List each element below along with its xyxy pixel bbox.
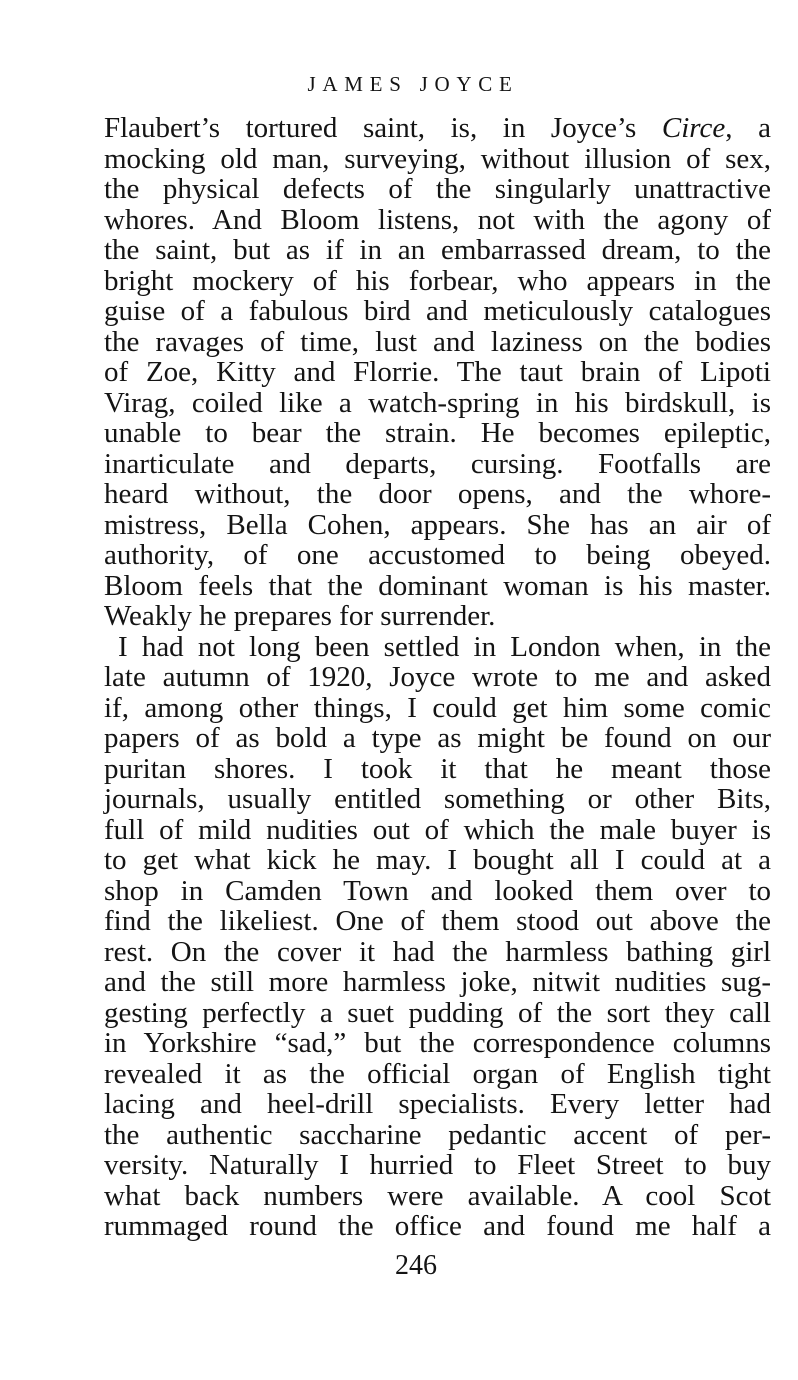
text-line: [104, 1089, 771, 1120]
line-text: Flaubert’s tortured saint, is, in Joyce’s: [104, 112, 662, 144]
line-text: unable to bear the strain. He becomes epileptic,: [104, 417, 771, 449]
line-text: the saint, but as if in an embarrassed dream, to the: [104, 234, 771, 266]
page-number: 246: [395, 1250, 437, 1281]
text-line: [104, 449, 771, 480]
line-text: mistress, Bella Cohen, appears. She has an air of: [104, 508, 771, 541]
paragraph-2: [104, 632, 771, 1242]
line-text: the ravages of time, lust and laziness on the bodies: [104, 325, 771, 358]
text-line: [104, 1211, 771, 1242]
text-line: [104, 571, 771, 602]
line-text: Weakly he prepares for surrender.: [104, 600, 496, 632]
text-line: [104, 266, 771, 297]
line-text: revealed it as the official organ of English tight: [104, 1057, 771, 1090]
italic-title: Circe: [661, 112, 726, 144]
text-line: [104, 876, 771, 907]
line-text: in Yorkshire “sad,” but the correspondence columns: [104, 1027, 771, 1059]
text-line: [104, 937, 771, 968]
text-line: [104, 327, 771, 358]
text-line: [104, 815, 771, 846]
text-line: [104, 235, 771, 266]
line-text: what back numbers were available. A cool Scot: [104, 1179, 771, 1212]
text-line: [104, 754, 771, 785]
text-line: [104, 1150, 771, 1181]
body-text: [104, 113, 771, 1242]
text-line: [104, 205, 771, 236]
line-text: authority, of one accustomed to being obeyed.: [104, 539, 771, 571]
text-line: [104, 662, 771, 693]
text-line: [104, 296, 771, 327]
line-text: find the likeliest. One of them stood out above the: [104, 905, 771, 937]
text-line: [104, 998, 771, 1029]
text-line: [104, 1120, 771, 1151]
text-line: [104, 632, 771, 663]
line-text: puritan shores. I took it that he meant those: [104, 752, 771, 785]
line-text: mocking old man, surveying, without illusion of sex,: [104, 142, 771, 175]
line-text: rest. On the cover it had the harmless bathing girl: [104, 935, 771, 968]
line-text: lacing and heel-drill specialists. Every letter had: [104, 1088, 771, 1120]
text-line: [104, 479, 771, 510]
line-text: and the still more harmless joke, nitwit nudities sug-: [104, 966, 771, 998]
text-line: [104, 845, 771, 876]
line-text: the authentic saccharine pedantic accent of per-: [104, 1118, 771, 1151]
text-line: [104, 784, 771, 815]
line-text: journals, usually entitled something or other Bits,: [104, 783, 771, 815]
line-text: Bloom feels that the dominant woman is his master.: [104, 569, 771, 602]
line-text: rummaged round the office and found me half a: [104, 1210, 771, 1242]
line-text: the physical defects of the singularly unattractive: [104, 173, 771, 205]
text-line: [104, 1181, 771, 1212]
text-line: [104, 693, 771, 724]
line-text: guise of a fabulous bird and meticulously catalogues: [104, 295, 771, 327]
text-line: [104, 418, 771, 449]
text-line: [104, 540, 771, 571]
text-line: [104, 1059, 771, 1090]
line-text: Virag, coiled like a watch-spring in his birdskull, is: [104, 386, 771, 419]
text-line: [104, 601, 771, 632]
text-line: [104, 357, 771, 388]
line-text: late autumn of 1920, Joyce wrote to me and asked: [104, 661, 771, 693]
text-line: [104, 174, 771, 205]
text-line: [104, 510, 771, 541]
line-text: inarticulate and departs, cursing. Footfalls are: [104, 447, 771, 480]
line-text: to get what kick he may. I bought all I could at a: [104, 844, 771, 876]
text-line: [104, 144, 771, 175]
text-line: [104, 967, 771, 998]
text-line: [104, 388, 771, 419]
line-text: full of mild nudities out of which the male buyer is: [104, 813, 771, 846]
line-text: shop in Camden Town and looked them over to: [104, 874, 771, 907]
line-text: gesting perfectly a suet pudding of the sort they call: [104, 996, 771, 1029]
text-line: [104, 113, 771, 144]
running-head: JAMES JOYCE: [307, 72, 519, 96]
line-text: if, among other things, I could get him some comic: [104, 691, 771, 724]
line-text: whores. And Bloom listens, not with the agony of: [104, 203, 771, 236]
line-text: , a: [725, 112, 771, 144]
text-line: [104, 723, 771, 754]
line-text: I had not long been settled in London when, in the: [118, 630, 771, 663]
line-text: of Zoe, Kitty and Florrie. The taut brain of Lipoti: [104, 356, 771, 388]
line-text: papers of as bold a type as might be found on our: [104, 722, 771, 754]
line-text: bright mockery of his forbear, who appears in the: [104, 264, 771, 297]
paragraph-1: [104, 113, 771, 632]
text-line: [104, 1028, 771, 1059]
line-text: heard without, the door opens, and the whore-: [104, 478, 771, 510]
text-line: [104, 906, 771, 937]
line-text: versity. Naturally I hurried to Fleet Street to buy: [104, 1149, 771, 1181]
